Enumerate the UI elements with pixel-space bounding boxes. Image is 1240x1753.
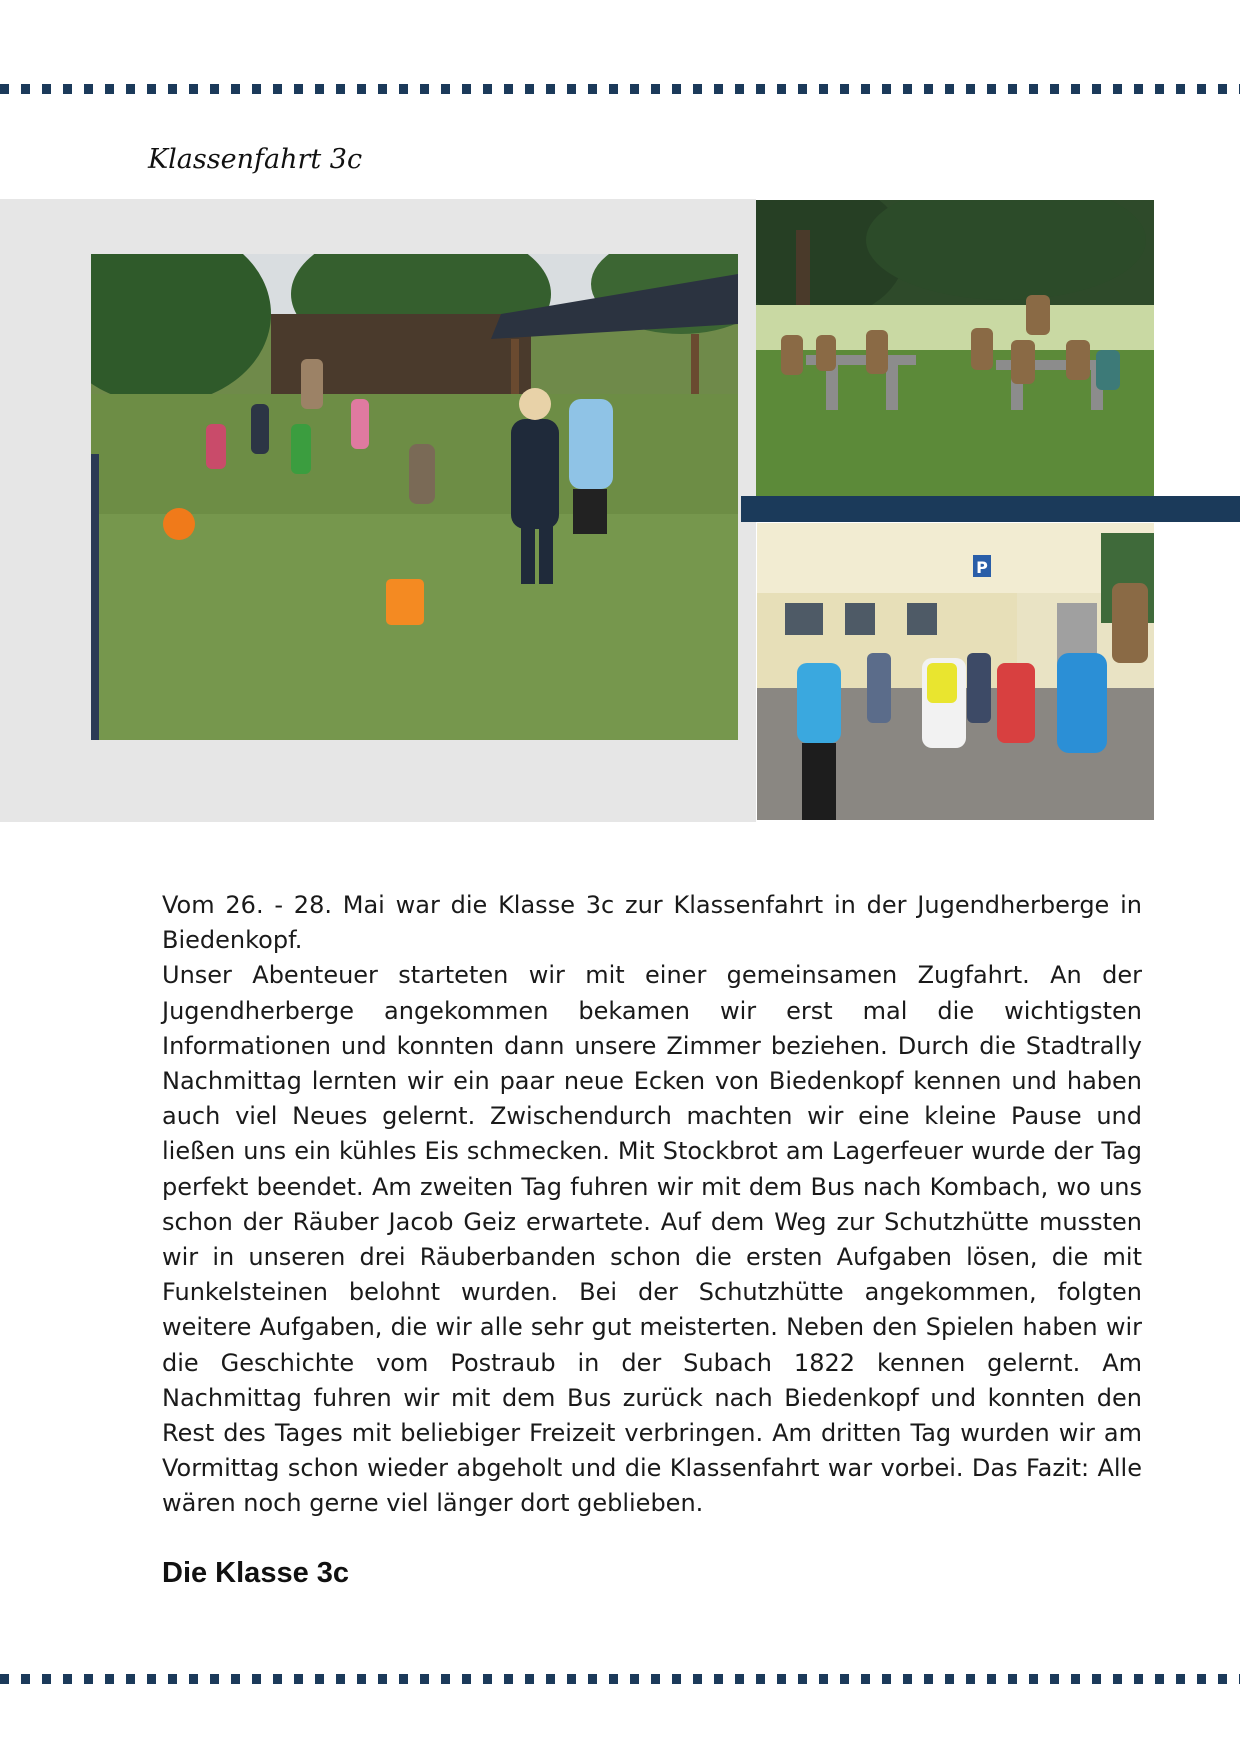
- article-paragraph: Vom 26. - 28. Mai war die Klasse 3c zur Klassenfahrt in der Jugendherberge in Biedenkopf.: [162, 891, 1142, 955]
- article-paragraph: Unser Abenteuer starteten wir mit einer gemeinsamen Zugfahrt. An der Jugendherberge angekommen bekamen wir erst mal die wichtigsten Informationen und konnten dann unsere Zimmer beziehen. Durch die Stadtrally Nachmittag lernten wir ein paar neue Ecken von Biedenkopf kennen und haben auch viel Neues gelernt. Zwischendurch machten wir eine kleine Pause und ließen uns ein kühles Eis schmecken. Mit Stockbrot am Lagerfeuer wurde der Tag perfekt beendet. Am zweiten Tag fuhren wir mit dem Bus nach Kombach, wo uns schon der Räuber Jacob Geiz erwartete. Auf dem Weg zur Schutzhütte mussten wir in unseren drei Räuberbanden schon die ersten Aufgaben lösen, die mit Funkelsteinen belohnt wurden. Bei der Schutzhütte angekommen, folgten weitere Aufgaben, die wir alle sehr gut meisterten. Neben den Spielen haben wir die Geschichte vom Postraub in der Subach 1822 kennen gelernt. Am Nachmittag fuhren wir mit dem Bus zurück nach Biedenkopf und konnten den Rest des Tages mit beliebiger Freizeit verbringen. Am dritten Tag wurden wir am Vormittag schon wieder abgeholt und die Klassenfahrt war vorbei. Das Fazit: Alle wären noch gerne viel länger dort geblieben.: [162, 961, 1142, 1518]
- page-title: Klassenfahrt 3c: [148, 144, 363, 175]
- bottom-dashed-divider: [0, 1674, 1240, 1684]
- parking-sign-text: P: [976, 558, 988, 577]
- photo-group-in-front-of-building: [757, 523, 1154, 820]
- photo-children-games-meadow: [91, 254, 738, 740]
- photo-group-picnic-tables: [756, 200, 1154, 497]
- article-body: [162, 888, 1142, 1522]
- top-dashed-divider: [0, 84, 1240, 94]
- article-signature: Die Klasse 3c: [162, 1557, 350, 1589]
- accent-bar: [741, 496, 1240, 522]
